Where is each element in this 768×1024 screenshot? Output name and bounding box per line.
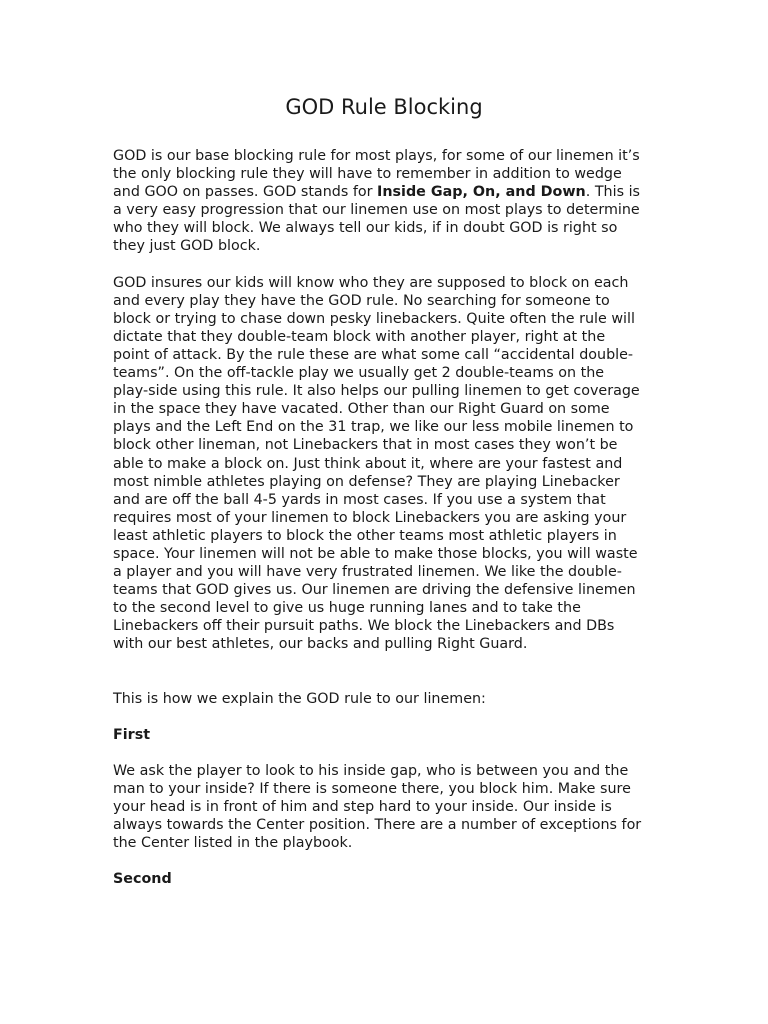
intro-bold-definition: Inside Gap, On, and Down — [377, 184, 586, 201]
heading-second: Second — [113, 871, 172, 888]
paragraph-intro — [113, 147, 643, 256]
paragraph-explanation-lead: This is how we explain the GOD rule to our linemen: — [113, 690, 486, 707]
paragraph-first-step: We ask the player to look to his inside gap, who is between you and the man to your inside? If there is someone there, you block him. Make sure your head is in front of him and step hard to your inside. Our inside is always towards the Center position. There are a number of exceptions for the Center listed in the playbook. — [113, 762, 642, 852]
intro-text-start: GOD is our base blocking rule for most plays, for some of our linemen it’s the only blocking rule they will have to remember in addition to wedge and GOO on passes. GOD stands for — [113, 148, 640, 201]
intro-text-end: . This is a very easy progression that our linemen use on most plays to determine who they will block. We always tell our kids, if in doubt GOD is right so they just GOD block. — [113, 184, 641, 255]
paragraph-god-insures: GOD insures our kids will know who they are supposed to block on each and every play they have the GOD rule. No searching for someone to block or trying to chase down pesky linebackers. Quite often the rule will dictate that they double-team block with another player, right at the point of attack. By the rule these are what some call “accidental double-teams”. On the off-tackle play we usually get 2 double-teams on the play-side using this rule. It also helps our pulling linemen to get coverage in the space they have vacated. Other than our Right Guard on some plays and the Left End on the 31 trap, we like our less mobile linemen to block other lineman, not Linebackers that in most cases they won’t be able to make a block on. Just think about it, where are your fastest and most nimble athletes playing on defense? They are playing Linebacker and are off the ball 4-5 yards in most cases. If you use a system that requires most of your linemen to block Linebackers you are asking your least athletic players to block the other teams most athletic players in space. Your linemen will not be able to make those blocks, you will waste a player and you will have very frustrated linemen. We like the double-teams that GOD gives us. Our linemen are driving the defensive linemen to the second level to give us huge running lanes and to take the Linebackers off their pursuit paths. We block the Linebackers and DBs with our best athletes, our backs and pulling Right Guard. — [113, 274, 640, 653]
document-body — [113, 147, 643, 888]
heading-first: First — [113, 726, 151, 743]
document-title: GOD Rule Blocking — [285, 95, 483, 119]
